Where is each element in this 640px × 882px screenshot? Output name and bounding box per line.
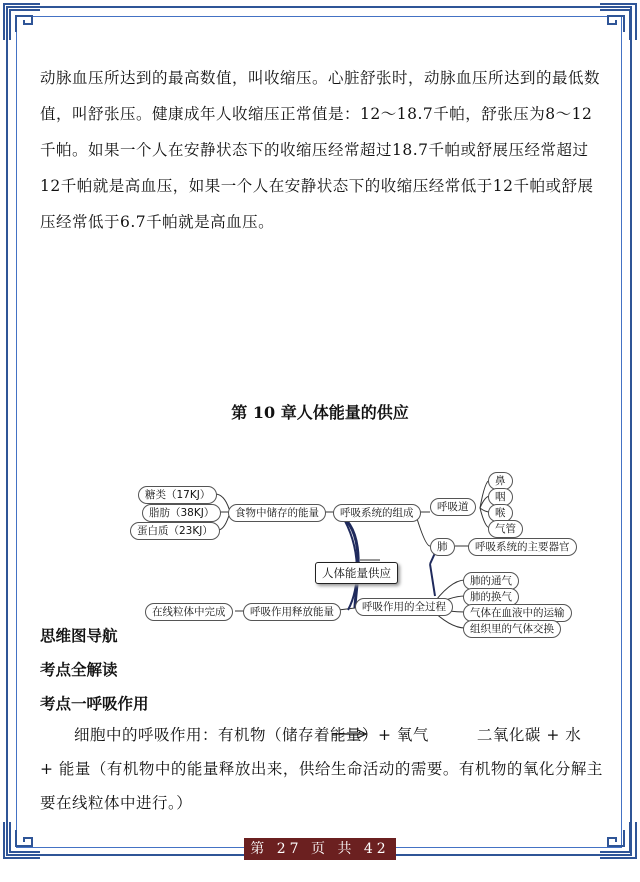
heading-point-one: 考点一呼吸作用	[40, 694, 149, 713]
respiration-equation-line: 细胞中的呼吸作用：有机物（储存着能量）+ 氧气 二氧化碳 + 水	[74, 726, 582, 744]
mm-node-sugar: 糖类（17KJ）	[138, 486, 217, 504]
corner-ornament	[598, 2, 638, 42]
corner-ornament	[2, 820, 42, 860]
mm-node-release: 呼吸作用释放能量	[243, 603, 341, 621]
mm-node-nose: 鼻	[488, 472, 513, 490]
mm-node-airway: 呼吸道	[430, 498, 476, 516]
mm-node-center: 人体能量供应	[315, 562, 398, 584]
respiration-paragraph	[40, 718, 606, 820]
chapter-title: 第 10 章人体能量的供应	[231, 403, 409, 422]
mm-node-larynx: 喉	[488, 504, 513, 522]
corner-ornament	[598, 820, 638, 860]
arrow-icon	[330, 728, 370, 740]
mm-node-blood-transport: 气体在血液中的运输	[463, 604, 572, 622]
mm-node-mito: 在线粒体中完成	[145, 603, 233, 621]
mm-node-fat: 脂肪（38KJ）	[142, 504, 221, 522]
page-number-footer: 第 27 页 共 42 页	[244, 838, 396, 860]
mm-node-lung: 肺	[430, 538, 455, 556]
mm-node-protein: 蛋白质（23KJ）	[130, 522, 220, 540]
mm-node-lung-exchange: 肺的换气	[463, 588, 519, 606]
mm-node-pharynx: 咽	[488, 488, 513, 506]
mm-node-tissue-exchange: 组织里的气体交换	[463, 620, 561, 638]
mm-node-resp-system: 呼吸系统的组成	[333, 504, 421, 522]
mm-node-lung-vent: 肺的通气	[463, 572, 519, 590]
heading-mindmap-nav: 思维图导航	[40, 626, 118, 645]
mm-node-food-energy: 食物中储存的能量	[228, 504, 326, 522]
respiration-explanation: + 能量（有机物中的能量释放出来，供给生命活动的需要。有机物的氧化分解主要在线粒体中进行。）	[40, 760, 603, 812]
mm-node-main-organ: 呼吸系统的主要器官	[468, 538, 577, 556]
mm-node-whole-process: 呼吸作用的全过程	[355, 598, 453, 616]
corner-ornament	[2, 2, 42, 42]
mm-node-trachea: 气管	[488, 520, 523, 538]
blood-pressure-paragraph: 动脉血压所达到的最高数值，叫收缩压。心脏舒张时，动脉血压所达到的最低数值，叫舒张压。健康成年人收缩压正常值是：12～18.7千帕，舒张压为8～12千帕。如果一个人在安静状态下的收缩压经常超过18.7千帕或舒展压经常超过12千帕就是高血压，如果一个人在安静状态下的收缩压经常低于12千帕或舒展压经常低于6.7千帕就是高血压。	[40, 69, 601, 231]
heading-full-reading: 考点全解读	[40, 660, 118, 679]
